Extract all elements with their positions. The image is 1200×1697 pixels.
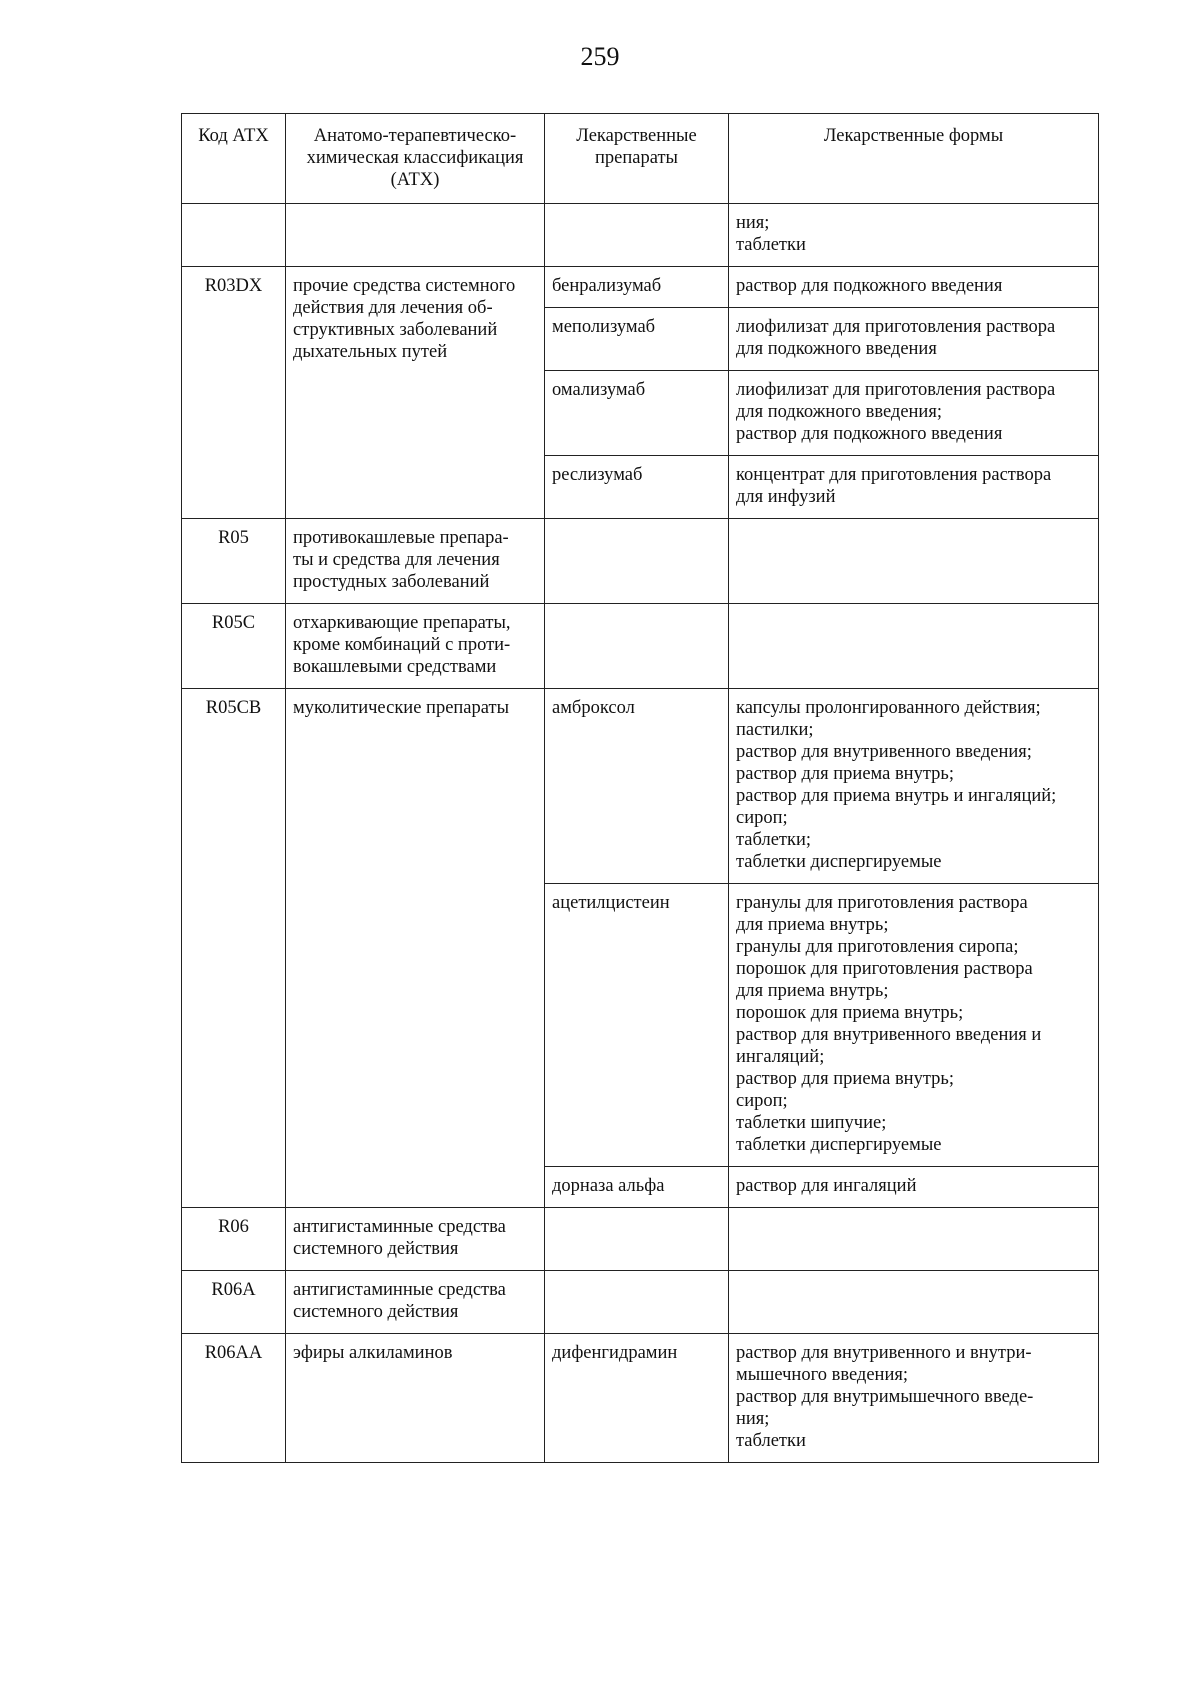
- drug-cell: [545, 604, 729, 689]
- forms-cell: капсулы пролонгированного действия; пастилки; раствор для внутривенного введения; раствор для приема внутрь; раствор для приема внутрь и ингаляций; сироп; таблетки; таблетки диспергируемые: [729, 689, 1099, 884]
- class-cell: антигистаминные средства системного действия: [286, 1208, 545, 1271]
- drug-cell: реслизумаб: [545, 456, 729, 519]
- code-cell: R06AA: [182, 1334, 286, 1463]
- forms-cell: ния; таблетки: [729, 204, 1099, 267]
- drug-cell: [545, 519, 729, 604]
- table-row: [182, 604, 1099, 689]
- header-code: Код АТХ: [182, 114, 286, 204]
- forms-cell: раствор для внутривенного и внутри- мышечного введения; раствор для внутримышечного введе- ния; таблетки: [729, 1334, 1099, 1463]
- table-row: [182, 519, 1099, 604]
- code-cell: R06A: [182, 1271, 286, 1334]
- drug-cell: меполизумаб: [545, 308, 729, 371]
- drug-cell: [545, 1271, 729, 1334]
- forms-cell: лиофилизат для приготовления раствора для подкожного введения; раствор для подкожного введения: [729, 371, 1099, 456]
- class-cell: противокашлевые препара- ты и средства для лечения простудных заболеваний: [286, 519, 545, 604]
- table-row: [182, 1334, 1099, 1463]
- header-drugs: Лекарственные препараты: [545, 114, 729, 204]
- code-cell: R05: [182, 519, 286, 604]
- drug-cell: [545, 1208, 729, 1271]
- code-cell: R05CB: [182, 689, 286, 1208]
- drug-cell: омализумаб: [545, 371, 729, 456]
- code-cell: [182, 204, 286, 267]
- forms-cell: концентрат для приготовления раствора для инфузий: [729, 456, 1099, 519]
- forms-cell: раствор для подкожного введения: [729, 267, 1099, 308]
- drug-cell: [545, 204, 729, 267]
- drug-cell: дифенгидрамин: [545, 1334, 729, 1463]
- drug-cell: дорназа альфа: [545, 1167, 729, 1208]
- table-row: [182, 204, 1099, 267]
- forms-cell: [729, 1208, 1099, 1271]
- table-row: [182, 1208, 1099, 1271]
- class-cell: прочие средства системного действия для лечения об- структивных заболеваний дыхательных путей: [286, 267, 545, 519]
- forms-cell: [729, 604, 1099, 689]
- class-cell: антигистаминные средства системного действия: [286, 1271, 545, 1334]
- code-cell: R05C: [182, 604, 286, 689]
- forms-cell: раствор для ингаляций: [729, 1167, 1099, 1208]
- forms-cell: гранулы для приготовления раствора для приема внутрь; гранулы для приготовления сиропа; порошок для приготовления раствора для приема внутрь; порошок для приема внутрь; раствор для внутривенного введения и ингаляций; раствор для приема внутрь; сироп; таблетки шипучие; таблетки диспергируемые: [729, 884, 1099, 1167]
- table-row: [182, 267, 1099, 308]
- class-cell: отхаркивающие препараты, кроме комбинаций с проти- вокашлевыми средствами: [286, 604, 545, 689]
- forms-cell: [729, 519, 1099, 604]
- drug-cell: амброксол: [545, 689, 729, 884]
- code-cell: R06: [182, 1208, 286, 1271]
- table-row: [182, 689, 1099, 884]
- table-row: [182, 1271, 1099, 1334]
- drug-cell: бенрализумаб: [545, 267, 729, 308]
- header-forms: Лекарственные формы: [729, 114, 1099, 204]
- drug-cell: ацетилцистеин: [545, 884, 729, 1167]
- forms-cell: лиофилизат для приготовления раствора для подкожного введения: [729, 308, 1099, 371]
- class-cell: эфиры алкиламинов: [286, 1334, 545, 1463]
- atx-table: [181, 113, 1099, 1463]
- header-row: [182, 114, 1099, 204]
- page-number: 259: [580, 42, 620, 71]
- header-classification: Анатомо-терапевтическо- химическая классификация (АТХ): [286, 114, 545, 204]
- class-cell: [286, 204, 545, 267]
- class-cell: муколитические препараты: [286, 689, 545, 1208]
- forms-cell: [729, 1271, 1099, 1334]
- code-cell: R03DX: [182, 267, 286, 519]
